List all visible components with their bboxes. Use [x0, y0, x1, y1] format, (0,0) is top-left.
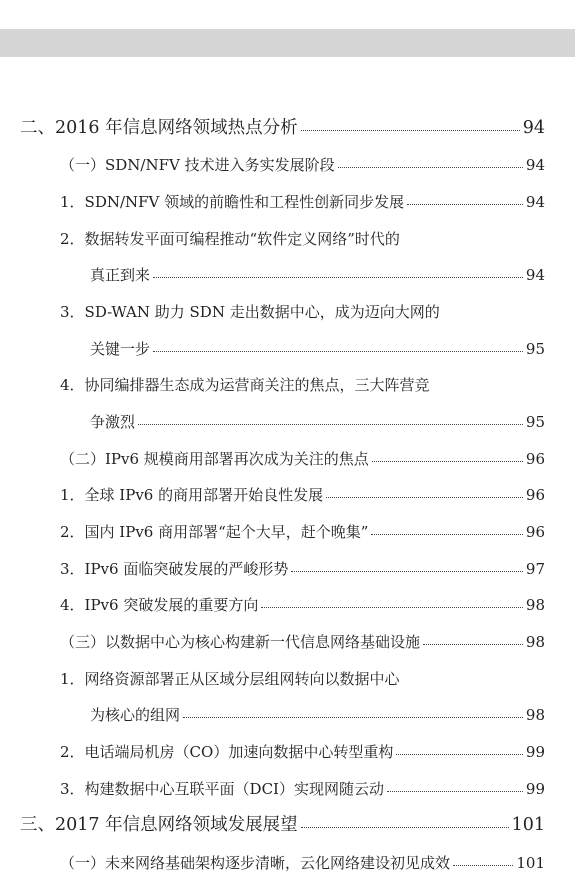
dot-leader	[407, 190, 523, 205]
toc-entry-title: （一）SDN/NFV 技术进入务实发展阶段	[60, 156, 335, 174]
toc-entry-title: 3．IPv6 面临突破发展的严峻形势	[60, 560, 289, 578]
toc-entry-part-2[interactable]	[20, 118, 545, 138]
dot-leader	[183, 703, 523, 718]
toc-entry-title: 1．网络资源部署正从区域分层组网转向以数据中心	[60, 670, 400, 688]
toc-entry-page: 94	[522, 118, 545, 138]
toc-entry-page: 94	[525, 266, 545, 284]
toc-entry-title: 2．电话端局机房（CO）加速向数据中心转型重构	[60, 743, 394, 761]
toc-entry-item[interactable]	[60, 779, 545, 799]
toc-entry-item-continuation[interactable]	[90, 265, 545, 285]
toc-entry-item[interactable]	[60, 522, 545, 542]
dot-leader	[261, 593, 523, 608]
toc-entry-item[interactable]	[60, 559, 545, 579]
toc-entry-title: 3．SD-WAN 助力 SDN 走出数据中心，成为迈向大网的	[60, 303, 440, 321]
toc-entry-item-continuation[interactable]	[90, 339, 545, 359]
dot-leader	[372, 447, 523, 462]
dot-leader	[153, 263, 523, 278]
toc-entry-title: 争激烈	[90, 413, 136, 431]
toc-entry-title: 4．协同编排器生态成为运营商关注的焦点，三大阵营竞	[60, 376, 430, 394]
toc-entry-title: （三）以数据中心为核心构建新一代信息网络基础设施	[60, 633, 421, 651]
toc-entry-part-3[interactable]	[20, 815, 545, 835]
toc-entry-item[interactable]	[60, 742, 545, 762]
toc-entry-title: 3．构建数据中心互联平面（DCI）实现网随云动	[60, 780, 384, 798]
dot-leader	[301, 813, 509, 828]
toc-entry-page: 98	[525, 706, 545, 724]
dot-leader	[338, 153, 523, 168]
toc-entry-title: 1．全球 IPv6 的商用部署开始良性发展	[60, 486, 324, 504]
dot-leader	[138, 410, 523, 425]
dot-leader	[301, 116, 520, 131]
toc-entry-title: 真正到来	[90, 266, 151, 284]
toc-entry-section[interactable]	[60, 632, 545, 652]
toc-entry-item[interactable]	[60, 192, 545, 212]
toc-entry-item[interactable]	[60, 229, 545, 249]
toc-entry-item[interactable]	[60, 669, 545, 689]
toc-entry-item[interactable]	[60, 375, 545, 395]
toc-entry-title: 为核心的组网	[90, 706, 181, 724]
dot-leader	[291, 557, 523, 572]
toc-entry-item[interactable]	[60, 302, 545, 322]
toc-entry-title: 关键一步	[90, 340, 151, 358]
toc-entry-title: 三、2017 年信息网络领域发展展望	[20, 815, 298, 835]
dot-leader	[396, 740, 523, 755]
toc-entry-page: 97	[525, 560, 545, 578]
toc-entry-section[interactable]	[60, 155, 545, 175]
toc-entry-page: 101	[516, 854, 545, 872]
toc-entry-title: 2．国内 IPv6 商用部署“起个大早，赶个晚集”	[60, 523, 369, 541]
dot-leader	[453, 851, 513, 866]
toc-entry-page: 98	[525, 633, 545, 651]
toc-entry-title: 4．IPv6 突破发展的重要方向	[60, 596, 259, 614]
toc-entry-page: 99	[525, 743, 545, 761]
toc-entry-title: （二）IPv6 规模商用部署再次成为关注的焦点	[60, 450, 369, 468]
toc-entry-section[interactable]	[60, 853, 545, 873]
dot-leader	[423, 630, 523, 645]
toc-entry-title: 2．数据转发平面可编程推动“软件定义网络”时代的	[60, 230, 400, 248]
toc-entry-page: 96	[525, 523, 545, 541]
toc-entry-page: 94	[525, 193, 545, 211]
toc-entry-item-continuation[interactable]	[90, 412, 545, 432]
toc-entry-page: 96	[525, 486, 545, 504]
toc-entry-title: （一）未来网络基础架构逐步清晰，云化网络建设初见成效	[60, 854, 451, 872]
toc-entry-page: 95	[525, 413, 545, 431]
dot-leader	[153, 337, 523, 352]
toc-entry-item-continuation[interactable]	[90, 705, 545, 725]
toc-entry-page: 94	[525, 156, 545, 174]
dot-leader	[326, 483, 523, 498]
toc-entry-title: 二、2016 年信息网络领域热点分析	[20, 118, 298, 138]
toc-entry-item[interactable]	[60, 595, 545, 615]
toc-entry-item[interactable]	[60, 485, 545, 505]
toc-entry-page: 98	[525, 596, 545, 614]
toc-entry-title: 1．SDN/NFV 领域的前瞻性和工程性创新同步发展	[60, 193, 405, 211]
dot-leader	[371, 520, 522, 535]
toc-entry-page: 99	[525, 780, 545, 798]
header-band	[0, 29, 575, 57]
toc-entry-section[interactable]	[60, 449, 545, 469]
toc-entry-page: 96	[525, 450, 545, 468]
dot-leader	[387, 777, 523, 792]
toc-entry-page: 95	[525, 340, 545, 358]
toc-entry-page: 101	[511, 815, 545, 835]
